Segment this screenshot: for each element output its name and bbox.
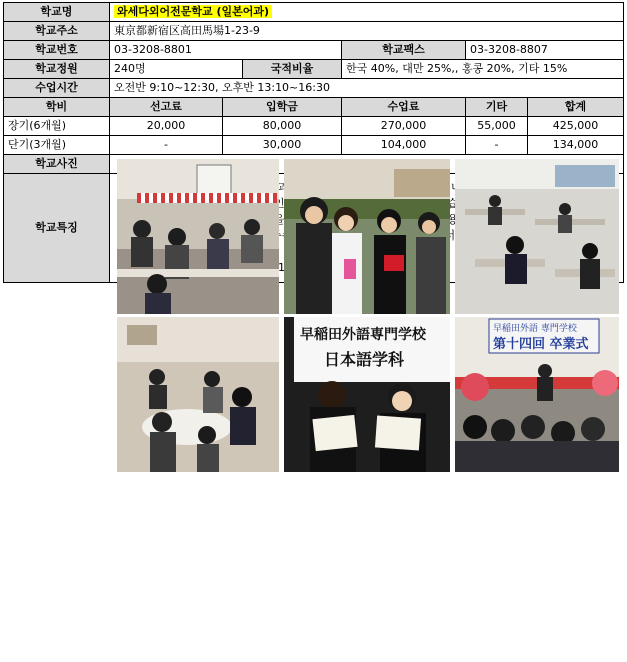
school-phone-label: 학교번호 — [4, 41, 110, 60]
name-row — [4, 3, 624, 22]
banner-title-text: 早稲田外語専門学校 — [300, 327, 426, 343]
school-name-value: 와세다외어전문학교 (일본어과) — [114, 5, 272, 18]
banner-sub-text: 日本語学科 — [324, 350, 405, 369]
fee-header: 학비 — [4, 98, 110, 117]
exam-room-photo — [455, 159, 619, 314]
lobby-photo — [117, 317, 279, 472]
ceremony-photo — [455, 317, 619, 472]
fee-cell: - — [466, 136, 528, 155]
school-fax-label: 학교팩스 — [342, 41, 466, 60]
class-time-label: 수업시간 — [4, 79, 110, 98]
certificate-photo — [284, 317, 450, 472]
fee-row — [4, 136, 624, 155]
classroom-photo — [117, 159, 279, 314]
fee-cell: 425,000 — [528, 117, 624, 136]
capacity-label: 학교정원 — [4, 60, 110, 79]
fee-cell: 20,000 — [110, 117, 223, 136]
fee-header: 선고료 — [110, 98, 223, 117]
fee-cell: 55,000 — [466, 117, 528, 136]
capacity-value: 240명 — [110, 60, 243, 79]
class-time-value: 오전반 9:10~12:30, 오후반 13:10~16:30 — [110, 79, 624, 98]
fee-row — [4, 117, 624, 136]
school-phone-value: 03-3208-8801 — [110, 41, 342, 60]
contact-row — [4, 41, 624, 60]
school-name-label: 학교명 — [4, 3, 110, 22]
fee-cell: 장기(6개월) — [4, 117, 110, 136]
students-photo — [284, 159, 450, 314]
fee-cell: 80,000 — [223, 117, 342, 136]
fee-header: 합계 — [528, 98, 624, 117]
class-time-row — [4, 79, 624, 98]
fee-header-row — [4, 98, 624, 117]
ceremony-school-text: 早稲田外語 専門学校 — [493, 324, 577, 334]
school-info-table — [3, 2, 624, 369]
features-label: 학교특징 — [4, 174, 110, 283]
photos-row — [4, 155, 624, 174]
feature-item: 2. 사용할 — [136, 212, 615, 228]
fee-cell: 134,000 — [528, 136, 624, 155]
nationality-value: 한국 40%, 대만 25%,, 홍콩 20%, 기타 15% — [342, 60, 624, 79]
school-address-value: 東京都新宿区高田馬場1-23-9 — [110, 22, 624, 41]
address-row — [4, 22, 624, 41]
fee-cell: 단기(3개월) — [4, 136, 110, 155]
fee-header: 수업료 — [342, 98, 466, 117]
fee-cell: 30,000 — [223, 136, 342, 155]
ceremony-title-text: 第十四回 卒業式 — [493, 337, 589, 352]
fee-header: 기타 — [466, 98, 528, 117]
nationality-label: 국적비율 — [243, 60, 342, 79]
fee-cell: - — [110, 136, 223, 155]
capacity-row — [4, 60, 624, 79]
fee-cell: 104,000 — [342, 136, 466, 155]
photos-label: 학교사진 — [4, 155, 110, 174]
fee-cell: 270,000 — [342, 117, 466, 136]
school-address-label: 학교주소 — [4, 22, 110, 41]
school-fax-value: 03-3208-8807 — [466, 41, 624, 60]
fee-header: 입학금 — [223, 98, 342, 117]
